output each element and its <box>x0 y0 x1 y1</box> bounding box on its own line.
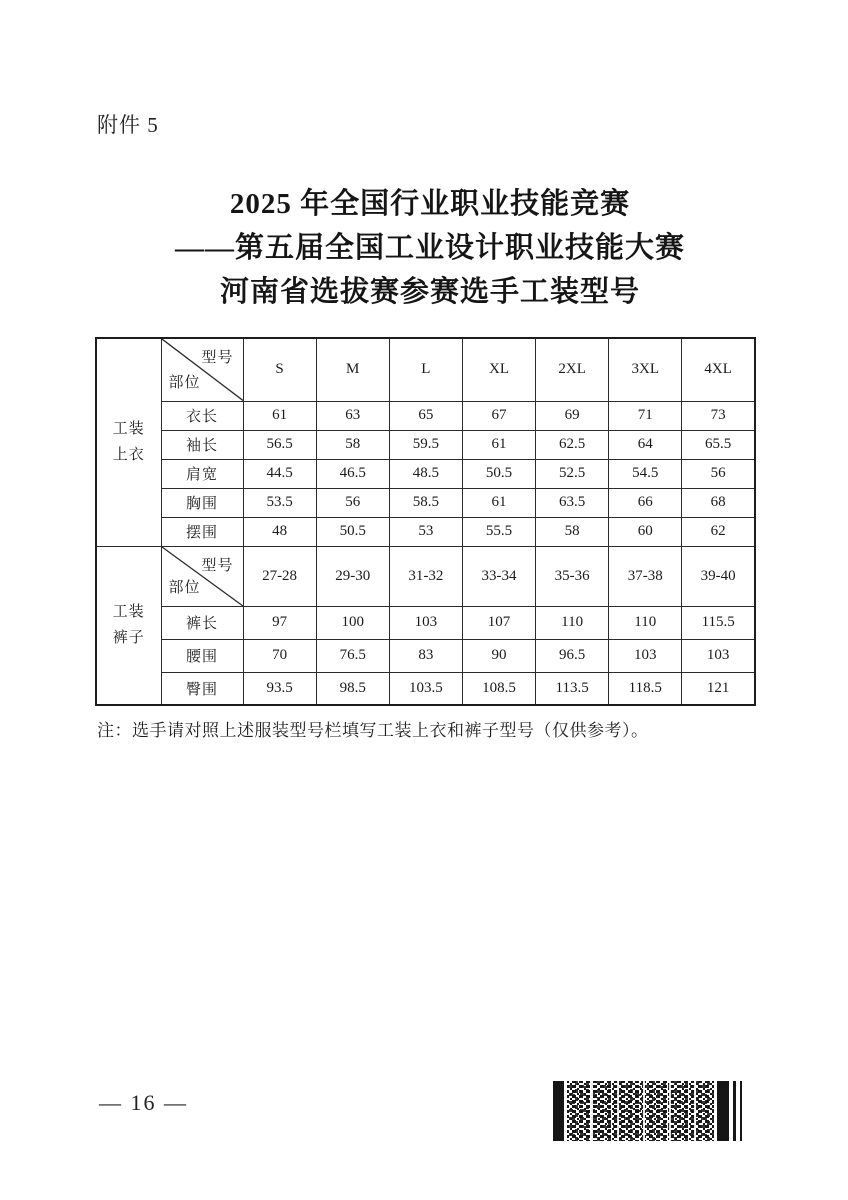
size-value-cell: 63 <box>316 401 389 430</box>
size-value-cell: 110 <box>609 606 682 639</box>
document-title-line-1: 2025 年全国行业职业技能竞赛 <box>229 188 631 220</box>
size-header-cell: 39-40 <box>682 546 755 606</box>
size-value-cell: 110 <box>536 606 609 639</box>
barcode <box>551 1080 747 1142</box>
size-header-cell: 4XL <box>682 338 755 401</box>
group-label-line: 裤子 <box>112 630 145 647</box>
table-row <box>96 430 755 459</box>
size-value-cell: 65 <box>389 401 462 430</box>
size-header-cell: S <box>243 338 316 401</box>
row-label: 腰围 <box>161 639 243 672</box>
size-value-cell: 69 <box>536 401 609 430</box>
document-title <box>0 182 848 314</box>
size-value-cell: 98.5 <box>316 672 389 705</box>
size-value-cell: 58 <box>536 517 609 546</box>
size-table-wrapper <box>95 337 756 706</box>
group-label-line: 工装 <box>112 604 145 621</box>
diagonal-label-model: 型号 <box>201 350 234 366</box>
size-value-cell: 52.5 <box>536 459 609 488</box>
row-label: 肩宽 <box>161 459 243 488</box>
size-value-cell: 107 <box>462 606 535 639</box>
size-value-cell: 97 <box>243 606 316 639</box>
table-row <box>96 488 755 517</box>
size-value-cell: 56.5 <box>243 430 316 459</box>
size-header-cell: L <box>389 338 462 401</box>
size-value-cell: 54.5 <box>609 459 682 488</box>
size-value-cell: 53.5 <box>243 488 316 517</box>
size-value-cell: 103.5 <box>389 672 462 705</box>
table-row <box>96 639 755 672</box>
size-value-cell: 59.5 <box>389 430 462 459</box>
size-table <box>95 337 756 706</box>
diagonal-label-model: 型号 <box>201 557 234 574</box>
size-value-cell: 103 <box>609 639 682 672</box>
size-value-cell: 63.5 <box>536 488 609 517</box>
size-header-cell: XL <box>462 338 535 401</box>
table-row <box>96 401 755 430</box>
table-row <box>96 517 755 546</box>
diagonal-header-cell <box>161 338 243 401</box>
size-header-cell: 31-32 <box>389 546 462 606</box>
attachment-label: 附件 5 <box>97 113 159 137</box>
size-header-cell: 35-36 <box>536 546 609 606</box>
table-row <box>96 672 755 705</box>
row-label: 裤长 <box>161 606 243 639</box>
size-value-cell: 118.5 <box>609 672 682 705</box>
size-value-cell: 83 <box>389 639 462 672</box>
size-header-cell: 29-30 <box>316 546 389 606</box>
size-value-cell: 46.5 <box>316 459 389 488</box>
diagonal-header-cell <box>161 546 243 606</box>
page-number: — 16 — <box>99 1090 188 1115</box>
size-value-cell: 61 <box>462 488 535 517</box>
size-value-cell: 48.5 <box>389 459 462 488</box>
row-label: 袖长 <box>161 430 243 459</box>
size-header-cell: 33-34 <box>462 546 535 606</box>
footnote: 注：选手请对照上述服装型号栏填写工装上衣和裤子型号（仅供参考）。 <box>97 721 649 740</box>
size-value-cell: 68 <box>682 488 755 517</box>
size-value-cell: 103 <box>389 606 462 639</box>
size-value-cell: 62 <box>682 517 755 546</box>
size-value-cell: 71 <box>609 401 682 430</box>
diagonal-label-part: 部位 <box>168 579 201 596</box>
size-value-cell: 67 <box>462 401 535 430</box>
size-value-cell: 90 <box>462 639 535 672</box>
size-value-cell: 56 <box>682 459 755 488</box>
jacket-header-row <box>96 338 755 401</box>
row-label: 胸围 <box>161 488 243 517</box>
size-header-cell: M <box>316 338 389 401</box>
size-value-cell: 62.5 <box>536 430 609 459</box>
group-label-line: 上衣 <box>112 447 145 464</box>
size-value-cell: 64 <box>609 430 682 459</box>
size-value-cell: 70 <box>243 639 316 672</box>
row-label: 摆围 <box>161 517 243 546</box>
size-header-cell: 2XL <box>536 338 609 401</box>
table-row <box>96 606 755 639</box>
size-value-cell: 96.5 <box>536 639 609 672</box>
size-value-cell: 50.5 <box>316 517 389 546</box>
size-value-cell: 76.5 <box>316 639 389 672</box>
size-header-cell: 27-28 <box>243 546 316 606</box>
size-header-cell: 37-38 <box>609 546 682 606</box>
size-value-cell: 121 <box>682 672 755 705</box>
size-value-cell: 113.5 <box>536 672 609 705</box>
size-value-cell: 66 <box>609 488 682 517</box>
document-title-line-3: 河南省选拔赛参赛选手工装型号 <box>219 276 640 308</box>
size-value-cell: 73 <box>682 401 755 430</box>
size-value-cell: 48 <box>243 517 316 546</box>
size-header-cell: 3XL <box>609 338 682 401</box>
size-value-cell: 115.5 <box>682 606 755 639</box>
size-value-cell: 61 <box>462 430 535 459</box>
size-value-cell: 61 <box>243 401 316 430</box>
size-value-cell: 44.5 <box>243 459 316 488</box>
pants-header-row <box>96 546 755 606</box>
document-title-line-2: ——第五届全国工业设计职业技能大赛 <box>174 232 685 264</box>
size-value-cell: 58.5 <box>389 488 462 517</box>
group-cell-pants <box>96 546 161 705</box>
diagonal-label-part: 部位 <box>168 374 201 391</box>
size-value-cell: 60 <box>609 517 682 546</box>
size-value-cell: 93.5 <box>243 672 316 705</box>
group-cell-jacket <box>96 338 161 546</box>
size-value-cell: 100 <box>316 606 389 639</box>
size-value-cell: 108.5 <box>462 672 535 705</box>
size-value-cell: 56 <box>316 488 389 517</box>
row-label: 臀围 <box>161 672 243 705</box>
size-value-cell: 103 <box>682 639 755 672</box>
size-value-cell: 58 <box>316 430 389 459</box>
table-row <box>96 459 755 488</box>
group-label-line: 工装 <box>112 421 145 438</box>
size-value-cell: 53 <box>389 517 462 546</box>
row-label: 衣长 <box>161 401 243 430</box>
size-value-cell: 50.5 <box>462 459 535 488</box>
size-value-cell: 55.5 <box>462 517 535 546</box>
size-value-cell: 65.5 <box>682 430 755 459</box>
